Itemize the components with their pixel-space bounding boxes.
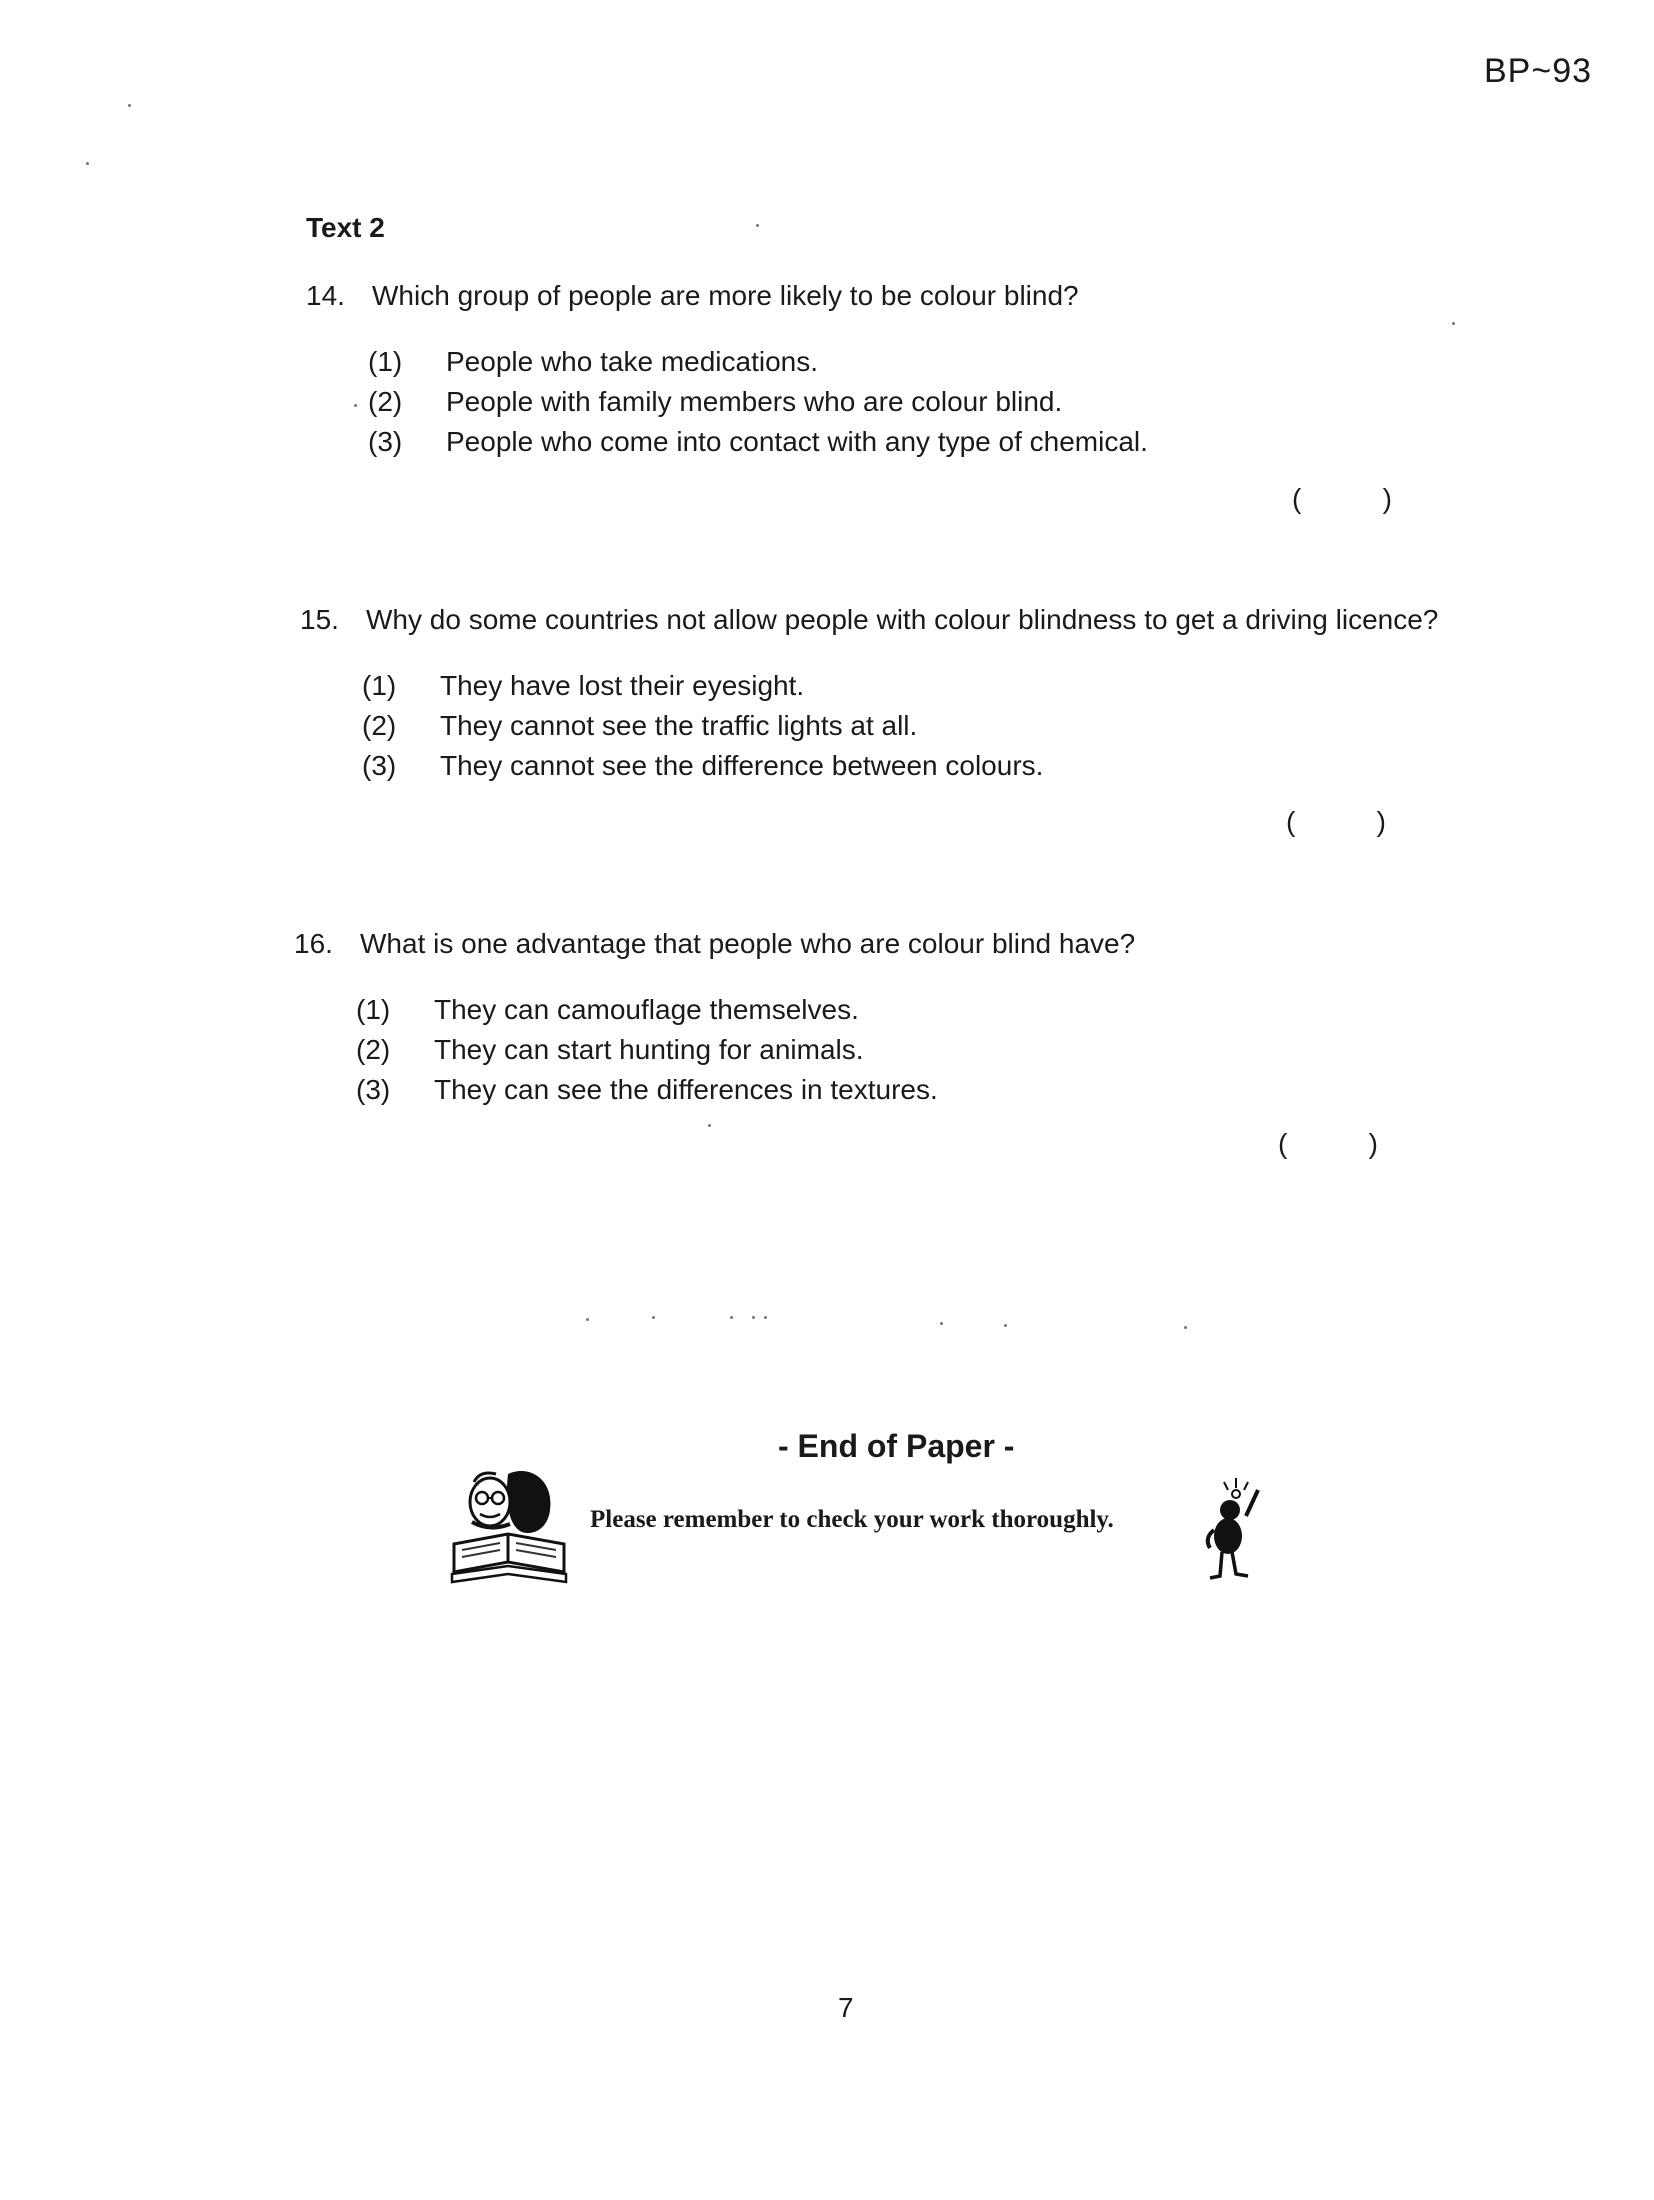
question-stem <box>300 604 1500 644</box>
option-number: (3) <box>362 750 397 781</box>
scan-speck <box>940 1322 943 1325</box>
option-text: People who take medications. <box>446 346 818 377</box>
question-15 <box>300 604 1500 790</box>
reminder-text: Please remember to check your work thoroughly. <box>590 1506 1114 1533</box>
option-text: They have lost their eyesight. <box>440 670 805 701</box>
option-3[interactable] <box>294 1074 1494 1114</box>
option-number: (2) <box>362 710 397 741</box>
question-text: Why do some countries not allow people with colour blindness to get a driving licence? <box>366 604 1439 635</box>
scan-speck <box>354 404 357 407</box>
answer-box-16[interactable] <box>1278 1128 1378 1160</box>
option-number: (1) <box>362 670 397 701</box>
question-stem <box>306 280 1506 320</box>
options-list <box>306 346 1506 466</box>
option-1[interactable] <box>294 994 1494 1034</box>
option-text: They can start hunting for animals. <box>434 1034 864 1065</box>
question-number: 14. <box>306 280 345 311</box>
option-1[interactable] <box>306 346 1506 386</box>
question-text: Which group of people are more likely to be colour blind? <box>372 280 1079 311</box>
options-list <box>294 994 1494 1114</box>
option-1[interactable] <box>300 670 1500 710</box>
option-text: They cannot see the traffic lights at all. <box>440 710 918 741</box>
option-text: People with family members who are colour blind. <box>446 386 1063 417</box>
scan-speck <box>708 1124 711 1127</box>
option-number: (1) <box>368 346 403 377</box>
answer-close-paren: ) <box>1382 483 1392 514</box>
scan-speck <box>128 104 131 107</box>
option-text: People who come into contact with any type of chemical. <box>446 426 1148 457</box>
lightbulb-figure-clipart-icon <box>1200 1476 1270 1582</box>
page-code: BP~93 <box>1484 52 1593 90</box>
option-number: (3) <box>368 426 403 457</box>
end-of-paper-title: - End of Paper - <box>778 1428 1015 1464</box>
scan-speck <box>764 1316 767 1319</box>
option-number: (1) <box>356 994 391 1025</box>
answer-open-paren: ( <box>1292 483 1302 514</box>
answer-box-15[interactable] <box>1286 806 1386 838</box>
option-text: They can see the differences in textures. <box>434 1074 938 1105</box>
option-text: They can camouflage themselves. <box>434 994 859 1025</box>
option-3[interactable] <box>300 750 1500 790</box>
question-16 <box>294 928 1494 1114</box>
scan-speck <box>756 224 759 227</box>
scan-speck <box>752 1316 755 1319</box>
scan-speck <box>1452 322 1455 325</box>
options-list <box>300 670 1500 790</box>
option-2[interactable] <box>294 1034 1494 1074</box>
option-number: (2) <box>356 1034 391 1065</box>
scan-speck <box>730 1316 733 1319</box>
answer-open-paren: ( <box>1286 806 1296 837</box>
scan-speck <box>586 1318 589 1321</box>
option-2[interactable] <box>306 386 1506 426</box>
option-text: They cannot see the difference between colours. <box>440 750 1044 781</box>
question-number: 16. <box>294 928 333 959</box>
section-title: Text 2 <box>306 212 385 243</box>
scan-speck <box>1004 1324 1007 1327</box>
question-text: What is one advantage that people who are colour blind have? <box>360 928 1136 959</box>
scan-speck <box>1184 1326 1187 1329</box>
answer-close-paren: ) <box>1368 1128 1378 1159</box>
answer-close-paren: ) <box>1376 806 1386 837</box>
question-stem <box>294 928 1494 968</box>
question-14 <box>306 280 1506 466</box>
reading-book-clipart-icon <box>450 1462 570 1588</box>
option-number: (3) <box>356 1074 391 1105</box>
option-number: (2) <box>368 386 403 417</box>
answer-box-14[interactable] <box>1292 483 1392 515</box>
option-2[interactable] <box>300 710 1500 750</box>
question-number: 15. <box>300 604 339 635</box>
option-3[interactable] <box>306 426 1506 466</box>
scan-speck <box>652 1316 655 1319</box>
answer-open-paren: ( <box>1278 1128 1288 1159</box>
page-number: 7 <box>838 1992 854 2023</box>
scan-speck <box>86 162 89 165</box>
